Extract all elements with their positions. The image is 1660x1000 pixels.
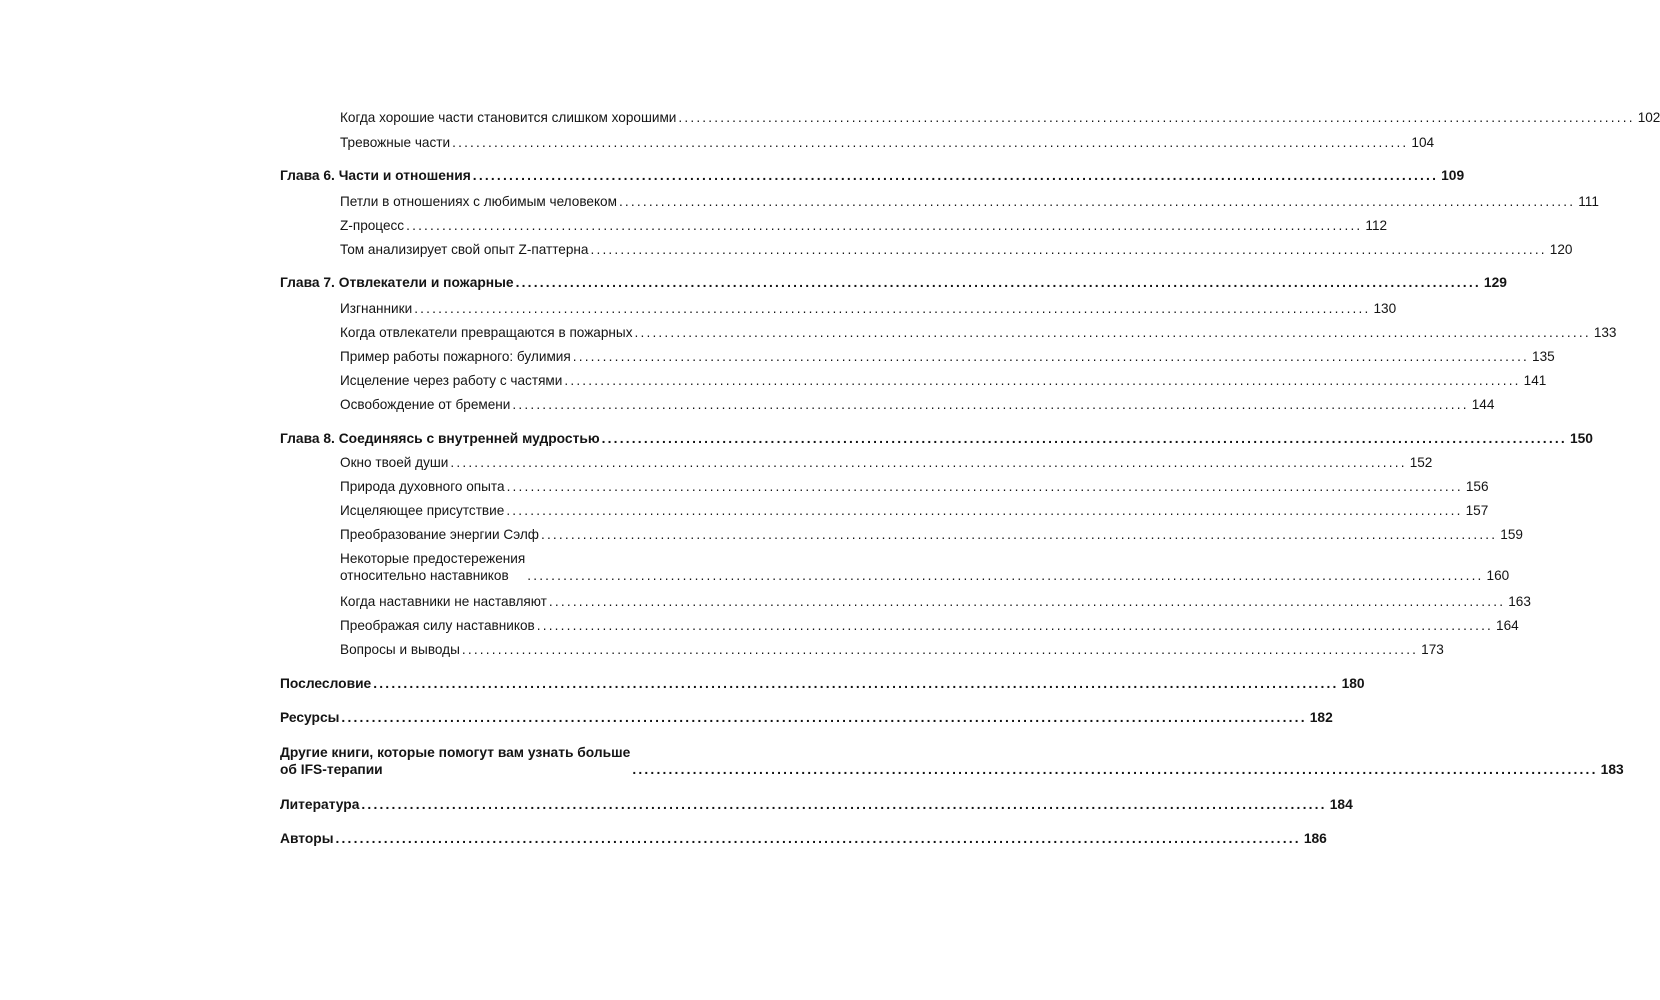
- dot-leader: ................................................................................................................................................................: [572, 349, 1530, 364]
- toc-entry-title-line1: Другие книги, которые помогут вам узнать больше: [280, 745, 631, 760]
- toc-section-entry: [340, 109, 1660, 126]
- dot-leader: ................................................................................................................................................................: [536, 618, 1494, 633]
- dot-leader: ................................................................................................................................................................: [452, 135, 1409, 150]
- toc-entry-title-text: относительно наставников: [340, 568, 509, 583]
- toc-entry-title: [340, 526, 539, 543]
- toc-entry-title-text: Преображая силу наставников: [340, 618, 535, 633]
- toc-page-number: 164: [1496, 618, 1519, 633]
- toc-entry-title-text: Когда хорошие части становится слишком хорошими: [340, 110, 677, 125]
- toc-chapter-entry: [280, 709, 1333, 726]
- toc-entry-title: [340, 348, 571, 365]
- toc-entry-title: [280, 274, 514, 291]
- toc-section-entry: [340, 454, 1433, 471]
- toc-entry-title: [340, 478, 505, 495]
- toc-section-entry: [340, 324, 1617, 341]
- toc-entry-title-text: Петли в отношениях с любимым человеком: [340, 194, 617, 209]
- toc-entry-title: [340, 593, 547, 610]
- toc-entry-title: [340, 241, 589, 258]
- dot-leader: ................................................................................................................................................................: [335, 831, 1301, 846]
- toc-page-number: 157: [1465, 503, 1489, 518]
- toc-entry-title-text: Окно твоей души: [340, 455, 449, 470]
- toc-entry-title-text: Исцеляющее присутствие: [340, 503, 505, 518]
- dot-leader: ................................................................................................................................................................: [618, 194, 1576, 209]
- toc-entry-title: [340, 372, 562, 389]
- toc-page-number: 184: [1329, 797, 1353, 812]
- dot-leader: ................................................................................................................................................................: [564, 373, 1521, 388]
- toc-entry-title-text: Глава 7. Отвлекатели и пожарные: [280, 275, 514, 290]
- dot-leader: ................................................................................................................................................................: [515, 275, 1481, 290]
- toc-entry-title: [340, 217, 404, 234]
- dot-leader: ................................................................................................................................................................: [590, 242, 1547, 257]
- toc-chapter-entry: [280, 675, 1365, 692]
- dot-leader: ................................................................................................................................................................: [461, 642, 1419, 657]
- dot-leader: ................................................................................................................................................................: [361, 797, 1327, 812]
- toc-entry-title: [280, 830, 333, 847]
- toc-entry-title-text: Когда наставники не наставляют: [340, 594, 547, 609]
- toc-entry-title: [340, 300, 412, 317]
- toc-section-entry: [340, 617, 1519, 634]
- toc-entry-title-text: Освобождение от бремени: [340, 397, 511, 412]
- toc-page-number: 133: [1593, 325, 1617, 340]
- dot-leader: ................................................................................................................................................................: [341, 710, 1307, 725]
- toc-entry-title-text: Глава 8. Соединяясь с внутренней мудростью: [280, 431, 600, 446]
- dot-leader: ................................................................................................................................................................: [527, 568, 1484, 583]
- toc-chapter-entry: [280, 430, 1593, 447]
- dot-leader: ................................................................................................................................................................: [506, 479, 1463, 494]
- toc-section-entry: [340, 134, 1435, 151]
- toc-section-entry: [340, 478, 1489, 495]
- toc-page-number: 129: [1483, 275, 1507, 290]
- toc-entry-title-text: Природа духовного опыта: [340, 479, 505, 494]
- toc-section-entry: [340, 526, 1523, 543]
- toc-entry-title-text: Исцеление через работу с частями: [340, 373, 563, 388]
- toc-page-number: 120: [1549, 242, 1573, 257]
- toc-entry-title-text: Ресурсы: [280, 710, 340, 725]
- toc-entry-title-text: Вопросы и выводы: [340, 642, 460, 657]
- toc-entry-title: [340, 617, 535, 634]
- toc-page-number: 150: [1569, 431, 1593, 446]
- toc-entry-title: [280, 744, 630, 778]
- toc-section-entry: [340, 348, 1555, 365]
- toc-entry-title-text: Изгнанники: [340, 301, 413, 316]
- toc-section-entry: [340, 396, 1495, 413]
- toc-page-number: 156: [1465, 479, 1489, 494]
- toc-page-number: 182: [1309, 710, 1333, 725]
- toc-entry-title: [280, 675, 371, 692]
- toc-page-number: 186: [1303, 831, 1327, 846]
- dot-leader: ................................................................................................................................................................: [632, 762, 1598, 777]
- toc-entry-title: [340, 109, 676, 126]
- toc-entry-title: [340, 193, 617, 210]
- dot-leader: ................................................................................................................................................................: [601, 431, 1567, 446]
- toc-chapter-entry: [280, 796, 1353, 813]
- toc-entry-title: [340, 324, 633, 341]
- toc-section-entry: [340, 641, 1444, 658]
- dot-leader: ................................................................................................................................................................: [678, 110, 1635, 125]
- toc-page-number: 141: [1523, 373, 1547, 388]
- toc-section-entry: [340, 372, 1547, 389]
- toc-chapter-entry: [280, 274, 1507, 291]
- toc-page-number: 112: [1365, 218, 1388, 233]
- toc-page-number: 183: [1600, 762, 1624, 777]
- toc-page-number: 152: [1409, 455, 1433, 470]
- toc-entry-title-text: Преобразование энергии Сэлф: [340, 527, 539, 542]
- toc-entry-title-text: Авторы: [280, 831, 334, 846]
- toc-page-number: 173: [1421, 642, 1444, 657]
- toc-entry-title-text: Z-процесс: [340, 218, 405, 233]
- toc-page-number: 111: [1578, 194, 1599, 209]
- toc-section-entry: [340, 300, 1397, 317]
- toc-entry-title: [340, 454, 448, 471]
- toc-entry-title-text: об IFS-терапии: [280, 762, 383, 777]
- toc-page-number: 160: [1486, 568, 1510, 583]
- toc-entry-title: [280, 167, 471, 184]
- dot-leader: ................................................................................................................................................................: [540, 527, 1498, 542]
- toc-entry-title: [340, 396, 510, 413]
- toc-entry-title-text: Литература: [280, 797, 360, 812]
- dot-leader: ................................................................................................................................................................: [634, 325, 1591, 340]
- dot-leader: ................................................................................................................................................................: [414, 301, 1371, 316]
- toc-chapter-entry: [280, 167, 1465, 184]
- toc-entry-title: [280, 430, 600, 447]
- toc-chapter-entry: [280, 744, 1624, 778]
- toc-section-entry: [340, 241, 1573, 258]
- toc-section-entry: [340, 593, 1531, 610]
- toc-section-entry: [340, 502, 1489, 519]
- toc-page-number: 109: [1441, 168, 1465, 183]
- dot-leader: ................................................................................................................................................................: [548, 594, 1506, 609]
- toc-entry-title: [280, 796, 359, 813]
- toc-page-number: 102: [1637, 110, 1660, 125]
- dot-leader: ................................................................................................................................................................: [406, 218, 1363, 233]
- toc-entry-title-line1: Некоторые предостережения: [340, 551, 526, 566]
- toc-entry-title-text: Когда отвлекатели превращаются в пожарных: [340, 325, 633, 340]
- toc-entry-title: [280, 709, 339, 726]
- toc-entry-title-text: Пример работы пожарного: булимия: [340, 349, 571, 364]
- dot-leader: ................................................................................................................................................................: [506, 503, 1463, 518]
- toc-entry-title-text: Тревожные части: [340, 135, 451, 150]
- toc-page-number: 104: [1411, 135, 1435, 150]
- toc-entry-title: [340, 550, 525, 584]
- toc-page-number: 180: [1341, 676, 1365, 691]
- toc-entry-title: [340, 134, 450, 151]
- dot-leader: ................................................................................................................................................................: [373, 676, 1339, 691]
- toc-entry-title-text: Том анализирует свой опыт Z-паттерна: [340, 242, 589, 257]
- toc-section-entry: [340, 217, 1388, 234]
- toc-entry-title: [340, 502, 504, 519]
- toc-page-number: 159: [1500, 527, 1523, 542]
- dot-leader: ................................................................................................................................................................: [472, 168, 1439, 183]
- dot-leader: ................................................................................................................................................................: [450, 455, 1407, 470]
- toc-page-number: 144: [1471, 397, 1495, 412]
- dot-leader: ................................................................................................................................................................: [512, 397, 1469, 412]
- toc-entry-title-text: Глава 6. Части и отношения: [280, 168, 471, 183]
- toc-entry-title: [340, 641, 460, 658]
- toc-section-entry: [340, 193, 1599, 210]
- toc-chapter-entry: [280, 830, 1327, 847]
- toc-page-number: 135: [1532, 349, 1555, 364]
- toc-entry-title-text: Послесловие: [280, 676, 372, 691]
- toc-page-number: 130: [1373, 301, 1397, 316]
- toc-section-entry: [340, 550, 1510, 584]
- toc-page-number: 163: [1508, 594, 1531, 609]
